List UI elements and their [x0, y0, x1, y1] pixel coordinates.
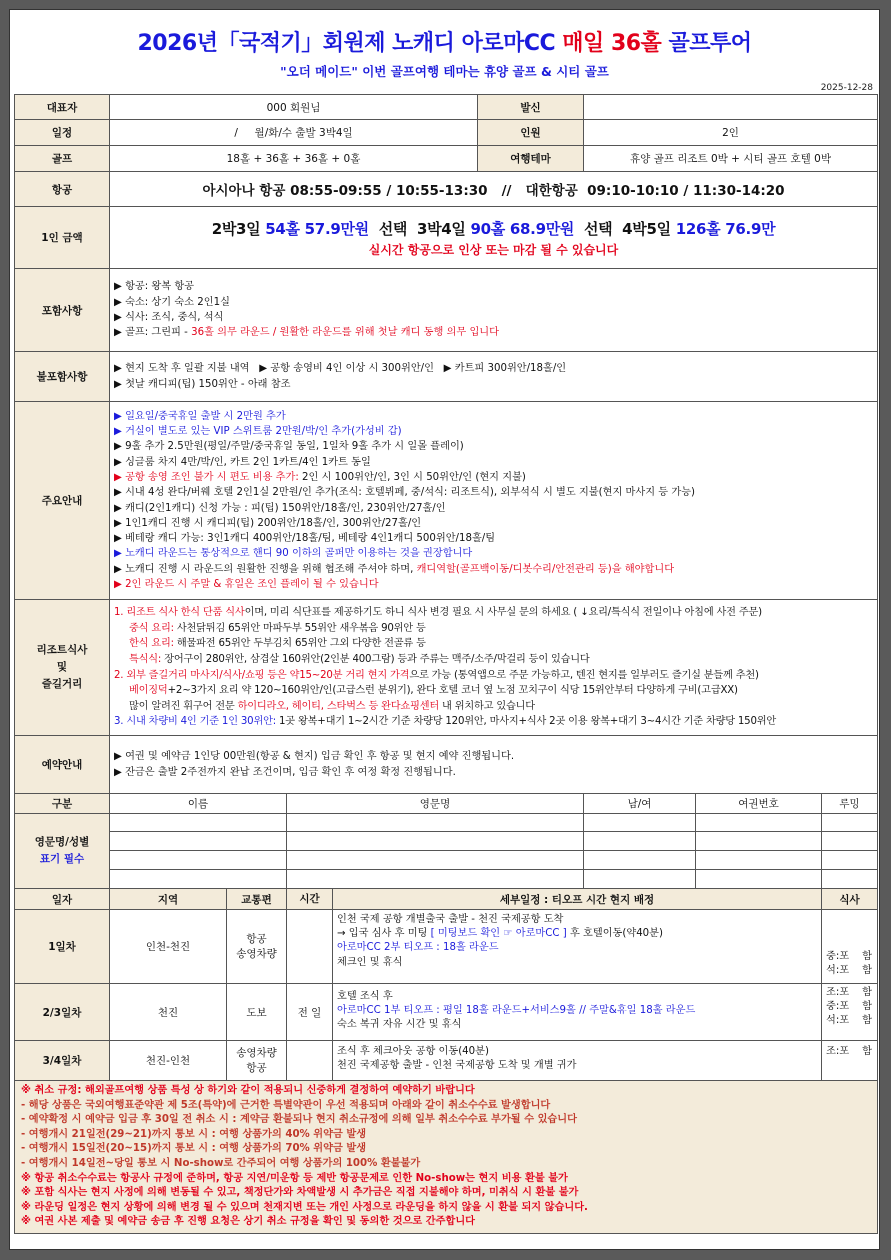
from-label: 발신: [478, 95, 584, 120]
day3-meals: 조:포 함: [822, 1041, 878, 1081]
golf-value: 18홀 + 36홀 + 36홀 + 0홀: [110, 146, 478, 172]
pax-passport-cell[interactable]: [696, 851, 822, 870]
pax-room-cell[interactable]: [822, 851, 878, 870]
flight-value: 아시아나 항공 08:55-09:55 / 10:55-13:30 // 대한항공 09:10-10:10 / 11:30-14:20: [202, 183, 785, 199]
pax-h-name: 이름: [110, 794, 287, 814]
pax-sex-cell[interactable]: [584, 814, 696, 832]
pax-name-cell[interactable]: [110, 851, 287, 870]
sched-h-detail-wrap: [287, 889, 822, 910]
day1-label: 1일차: [15, 910, 110, 984]
pax-eng-cell[interactable]: [287, 870, 584, 889]
pax-h-div: 구분: [15, 794, 110, 814]
pax-passport-cell[interactable]: [696, 814, 822, 832]
tour-info-table: [14, 94, 878, 1234]
day2-meals: 조:포 함 중:포 함 석:포 함: [822, 984, 878, 1041]
from-value: [584, 95, 878, 120]
pax-name-cell[interactable]: [110, 832, 287, 851]
flight-label: 항공: [15, 172, 110, 207]
price-options: 2박3일 54홀 57.9만원 선택 3박4일 90홀 68.9만원 선택 4박5일 126홀 76.9만: [211, 219, 776, 238]
day2-detail: 호텔 조식 후 아로마CC 1부 티오프 : 평일 18홀 라운드+서비스9홀 // 주말&휴일 18홀 라운드 숙소 복귀 자유 시간 및 휴식: [337, 991, 696, 1031]
day3-region: 천진-인천: [110, 1041, 227, 1081]
pax-eng-cell[interactable]: [287, 814, 584, 832]
pax-h-passport: 여권번호: [696, 794, 822, 814]
sched-h-day: 일자: [15, 889, 110, 910]
price-note: 실시간 항공으로 인상 또는 마감 될 수 있습니다: [368, 242, 619, 257]
theme-label: 여행테마: [478, 146, 584, 172]
pax-eng-cell[interactable]: [287, 851, 584, 870]
reserve-list: ▶ 여권 및 예약금 1인당 00만원(항공 & 현지) 입금 확인 후 항공 및 현지 예약 진행됩니다. ▶ 잔금은 출발 2주전까지 완납 조건이며, 입금 확인 후 여정 확정 진행됩니다.: [110, 736, 878, 794]
pax-sex-cell[interactable]: [584, 870, 696, 889]
people-label: 인원: [478, 120, 584, 146]
pax-passport-cell[interactable]: [696, 870, 822, 889]
day3-transport: 송영차량 항공: [227, 1041, 287, 1081]
sched-h-detail: 세부일정 : 티오프 시간 현지 배정: [499, 893, 655, 906]
reserve-label: 예약안내: [15, 736, 110, 794]
resort-label: 리조트식사 및 즐길거리: [15, 600, 110, 736]
included-list: ▶ 항공: 왕복 항공 ▶ 숙소: 상기 숙소 2인1실 ▶ 식사: 조식, 중식, 석식 ▶ 골프: 그린피 - 36홀 의무 라운드 / 원활한 라운드를 위해 첫날 캐디 동행 의무 입니다: [110, 269, 878, 352]
resort-list: 1. 리조트 식사 한식 단품 식사이며, 미리 식단표를 제공하기도 하니 식사 변경 필요 시 사무실 문의 하세요 ( ↓요리/특식식 전일이나 아침에 사전 주문) 중식 요리: 사천닭튀김 65위안 마파두부 55위안 새우볶음 90위안 등 한식 요리: 해물파전 65위안 두부김치 65위안 그외 다양한 전골류 등 특식식: 장어구이 280위안, 삼겹살 160위안(2인분 400그람) 등과 주류는 맥주/소주/막걸리 등이 있습니다 2. 외부 즐길거리 마사지/식사/쇼핑 등은 약15~20분 거리 현지 가격으로 가능 (통역앱으로 주문 가능하고, 텐진 현지를 일부러도 즐기실 분들께 추천) 베이징덕+2~3가지 요리 약 120~160위안/인(고급스런 분위기), 완다 호텔 코너 옆 노점 꼬치구이 식당 15위안부터 다양하게 구비(고급XX) 많이 알려진 휘구어 전문 하이디라오, 헤이티, 스타벅스 등 완다쇼핑센터 내 위치하고 있습니다 3. 시내 차량비 4인 기준 1인 30위안: 1곳 왕복+대기 1~2시간 기준 차량당 120위안, 마사지+식사 2곳 이용 왕복+대기 3~4시간 기준 차량당 150위안: [110, 600, 878, 736]
cancel-policy: ※ 취소 규정: 해외골프여행 상품 특성 상 하기와 같이 적용되니 신중하게 결정하여 예약하기 바랍니다 - 해당 상품은 국외여행표준약관 제 5조(특약)에 근거한 특별약관이 우선 적용되며 아래와 같이 취소수수료 발생합니다 - 예약확정 시 예약금 입금 후 30일 전 취소 시 : 계약금 환불되나 현지 취소규정에 의해 일부 취소수수료 부가될 수 있습니다 - 여행개시 21일전(29~21)까지 통보 시 : 여행 상품가의 40% 위약금 발생 - 여행개시 15일전(20~15)까지 통보 시 : 여행 상품가의 70% 위약금 발생 - 여행개시 14일전~당일 통보 시 No-show로 간주되어 여행 상품가의 100% 환불불가 ※ 항공 취소수수료는 항공사 규정에 준하며, 항공 지연/미운항 등 제반 항공문제로 인한 No-show는 현지 비용 환불 불가 ※ 포함 식사는 현지 사정에 의해 변동될 수 있고, 책정단가와 차액발생 시 추가금은 직접 지불해야 하며, 미취식 시 환불 불가 ※ 라운딩 일정은 현지 상황에 의해 변경 될 수 있으며 천재지변 또는 개인 사정으로 라운딩을 하지 않을 시 환불 되지 않습니다. ※ 여권 사본 제출 및 예약금 송금 후 진행 요청은 상기 취소 규정을 확인 및 동의한 것으로 간주합니다: [15, 1081, 878, 1234]
included-label: 포함사항: [15, 269, 110, 352]
day3-time: [287, 1041, 333, 1080]
notice-list: ▶ 일요일/중국휴일 출발 시 2만원 추가 ▶ 거실이 별도로 있는 VIP 스위트룸 2만원/박/인 추가(가성비 갑) ▶ 9홀 추가 2.5만원(평일/주말/중국휴일 동일, 1일차 9홀 추가 시 일몰 플레이) ▶ 싱글룸 차지 4만/박/인, 카트 2인 1카트/4인 1카트 동일 ▶ 공항 송영 조인 불가 시 편도 비용 추가: 2인 시 100위안/인, 3인 시 50위안/인 (현지 지불) ▶ 시내 4성 완다/버웨 호텔 2인1실 2만원/인 추가(조식: 호텔뷔페, 중/석식: 리조트식), 외부석식 시 별도 지불(현지 마사지 등 가능) ▶ 캐디(2인1캐디) 신청 가능 : 피(팁) 150위안/18홀/인, 230위안/27홀/인 ▶ 1인1캐디 진행 시 캐디피(팁) 200위안/18홀/인, 300위안/27홀/인 ▶ 베테랑 캐디 가능: 3인1캐디 400위안/18홀/팀, 베테랑 4인1캐디 500위안/18홀/팀 ▶ 노캐디 라운드는 통상적으로 핸디 90 이하의 골퍼만 이용하는 것을 권장합니다 ▶ 노캐디 진행 시 라운드의 원활한 진행을 위해 협조해 주셔야 하며, 캐디역할(골프백이동/디봇수리/안전관리 등)을 해야합니다 ▶ 2인 라운드 시 주말 & 휴일은 조인 플레이 될 수 있습니다: [110, 402, 878, 600]
price-label: 1인 금액: [15, 207, 110, 269]
schedule-label: 일정: [15, 120, 110, 146]
day2-transport: 도보: [227, 984, 287, 1041]
sched-h-region: 지역: [110, 889, 227, 910]
pax-room-cell[interactable]: [822, 814, 878, 832]
sched-h-time: 시간: [287, 889, 333, 909]
day2-label: 2/3일차: [15, 984, 110, 1041]
pax-sex-cell[interactable]: [584, 851, 696, 870]
excluded-label: 불포함사항: [15, 352, 110, 402]
pax-room-cell[interactable]: [822, 870, 878, 889]
sched-h-trans: 교통편: [227, 889, 287, 910]
document-date: 2025-12-28: [820, 83, 873, 93]
day3-detail: 조식 후 체크아웃 공항 이동(40분) 천진 국제공항 출발 - 인천 국제공항 도착 및 개별 귀가: [337, 1046, 577, 1072]
day1-detail: 인천 국제 공항 개별출국 출발 - 천진 국제공항 도착 → 입국 심사 후 미팅 [ 미팅보드 확인 ☞ 아로마CC ] 후 호텔이동(약40분) 아로마CC 2부 티오프 : 18홀 라운드 체크인 및 휴식: [337, 914, 663, 968]
pax-h-eng: 영문명: [287, 794, 584, 814]
day1-time: [287, 910, 333, 983]
theme-value: 휴양 골프 리조트 0박 + 시티 골프 호텔 0박: [584, 146, 878, 172]
rep-label: 대표자: [15, 95, 110, 120]
pax-h-room: 루밍: [822, 794, 878, 814]
pax-name-cell[interactable]: [110, 870, 287, 889]
pax-name-cell[interactable]: [110, 814, 287, 832]
page-subtitle: "오더 메이드" 이번 골프여행 테마는 휴양 골프 & 시티 골프: [280, 64, 609, 79]
rep-value: 000 회원님: [110, 95, 478, 120]
pax-eng-cell[interactable]: [287, 832, 584, 851]
pax-h-sex: 남/여: [584, 794, 696, 814]
day1-meals: 중:포 함 석:포 함: [822, 910, 878, 984]
pax-room-cell[interactable]: [822, 832, 878, 851]
excluded-list: ▶ 현지 도착 후 일괄 지불 내역 ▶ 공항 송영비 4인 이상 시 300위안/인 ▶ 카트피 300위안/18홀/인 ▶ 첫날 캐디피(팁) 150위안 - 아래 참조: [110, 352, 878, 402]
day2-region: 천진: [110, 984, 227, 1041]
pax-sex-cell[interactable]: [584, 832, 696, 851]
notice-label: 주요안내: [15, 402, 110, 600]
people-value: 2인: [584, 120, 878, 146]
day1-region: 인천-천진: [110, 910, 227, 984]
golf-label: 골프: [15, 146, 110, 172]
document-page: [9, 9, 880, 1250]
day3-label: 3/4일차: [15, 1041, 110, 1081]
page-title: 2026년「국적기」회원제 노캐디 아로마CC 매일 36홀 골프투어: [137, 31, 752, 56]
day2-time: 전 일: [287, 984, 333, 1040]
pax-passport-cell[interactable]: [696, 832, 822, 851]
pax-side-label: 영문명/성별 표기 필수: [15, 814, 110, 889]
day1-transport: 항공 송영차량: [227, 910, 287, 984]
schedule-value: / 월/화/수 출발 3박4일: [110, 120, 478, 146]
sched-h-meal: 식사: [822, 889, 878, 910]
